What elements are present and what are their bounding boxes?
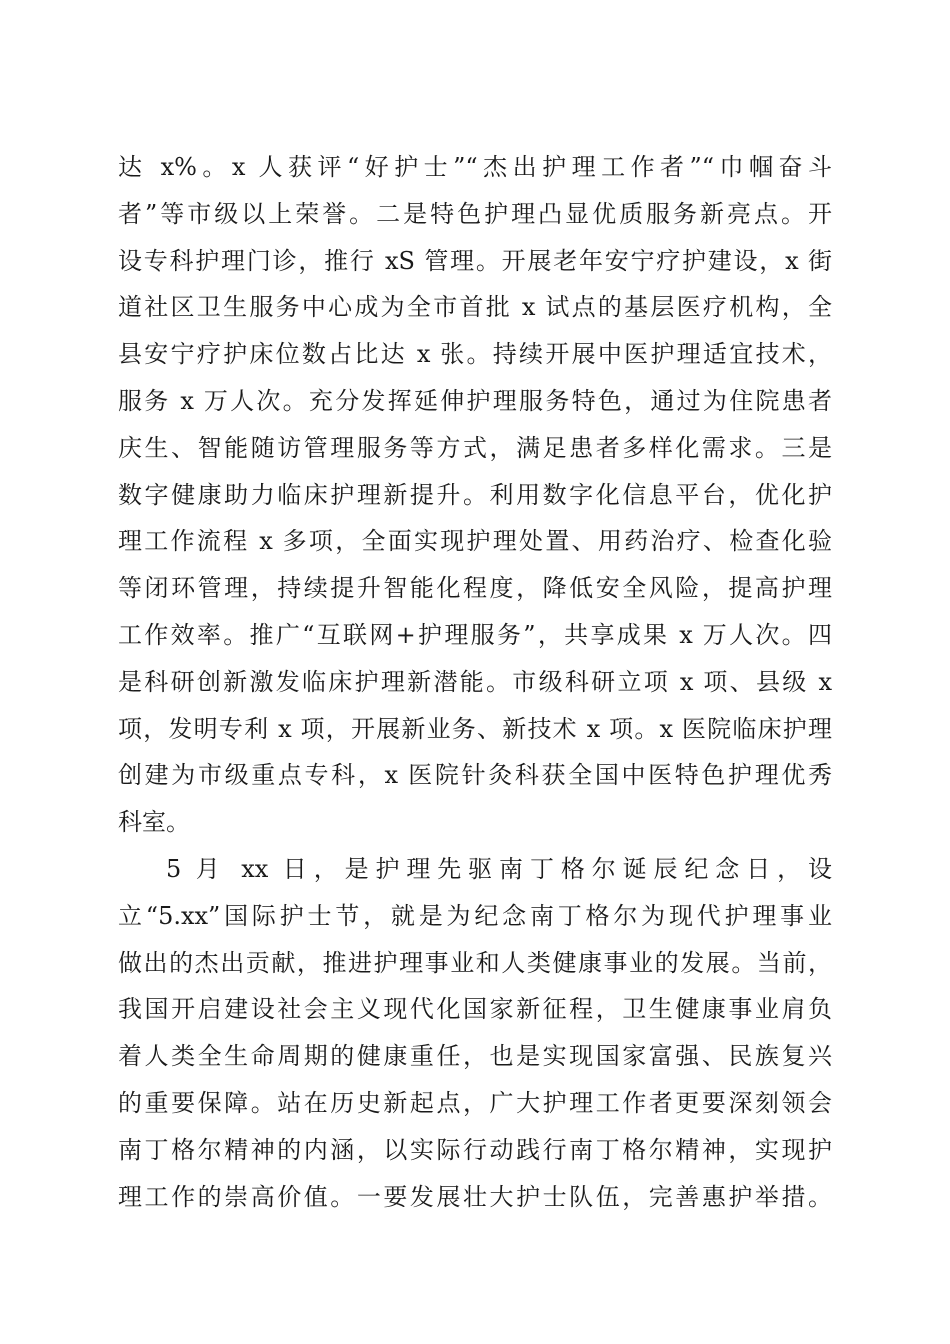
text-line: 科室。 [118, 808, 190, 837]
text-line: 立“5.xx”国际护士节，就是为纪念南丁格尔为现代护理事业 [118, 901, 832, 930]
text-line: 数字健康助力临床护理新提升。利用数字化信息平台，优化护 [118, 480, 832, 509]
text-line: 服务 x 万人次。充分发挥延伸护理服务特色，通过为住院患者 [118, 386, 832, 415]
document-body [118, 144, 832, 1220]
paragraph-2 [118, 846, 832, 1220]
text-line: 着人类全生命周期的健康重任，也是实现国家富强、民族复兴 [118, 1042, 832, 1071]
text-line: 项，发明专利 x 项，开展新业务、新技术 x 项。x 医院临床护理 [118, 714, 832, 743]
text-line: 5 月 xx 日，是护理先驱南丁格尔诞辰纪念日，设 [166, 854, 832, 883]
text-line: 做出的杰出贡献，推进护理事业和人类健康事业的发展。当前， [118, 948, 832, 977]
text-line: 等闭环管理，持续提升智能化程度，降低安全风险，提高护理 [118, 574, 832, 603]
text-line: 设专科护理门诊，推行 xS 管理。开展老年安宁疗护建设，x 街 [118, 246, 832, 275]
text-line: 理工作流程 x 多项，全面实现护理处置、用药治疗、检查化验 [118, 527, 832, 556]
text-line: 工作效率。推广“互联网+护理服务”，共享成果 x 万人次。四 [118, 620, 832, 649]
text-line: 的重要保障。站在历史新起点，广大护理工作者更要深刻领会 [118, 1088, 832, 1117]
text-line: 者”等市级以上荣誉。二是特色护理凸显优质服务新亮点。开 [118, 199, 832, 228]
text-line: 道社区卫生服务中心成为全市首批 x 试点的基层医疗机构，全 [118, 293, 832, 322]
paragraph-1 [118, 144, 832, 846]
text-line: 是科研创新激发临床护理新潜能。市级科研立项 x 项、县级 x [118, 667, 832, 696]
text-line: 庆生、智能随访管理服务等方式，满足患者多样化需求。三是 [118, 433, 832, 462]
text-line: 达 x%。x 人获评“好护士”“杰出护理工作者”“巾帼奋斗 [118, 153, 832, 181]
text-line: 南丁格尔精神的内涵，以实际行动践行南丁格尔精神，实现护 [118, 1135, 832, 1164]
text-line: 创建为市级重点专科，x 医院针灸科获全国中医特色护理优秀 [118, 761, 832, 790]
text-line: 县安宁疗护床位数占比达 x 张。持续开展中医护理适宜技术， [118, 340, 832, 369]
text-line: 我国开启建设社会主义现代化国家新征程，卫生健康事业肩负 [118, 995, 832, 1024]
text-line: 理工作的崇高价值。一要发展壮大护士队伍，完善惠护举措。 [118, 1182, 832, 1211]
